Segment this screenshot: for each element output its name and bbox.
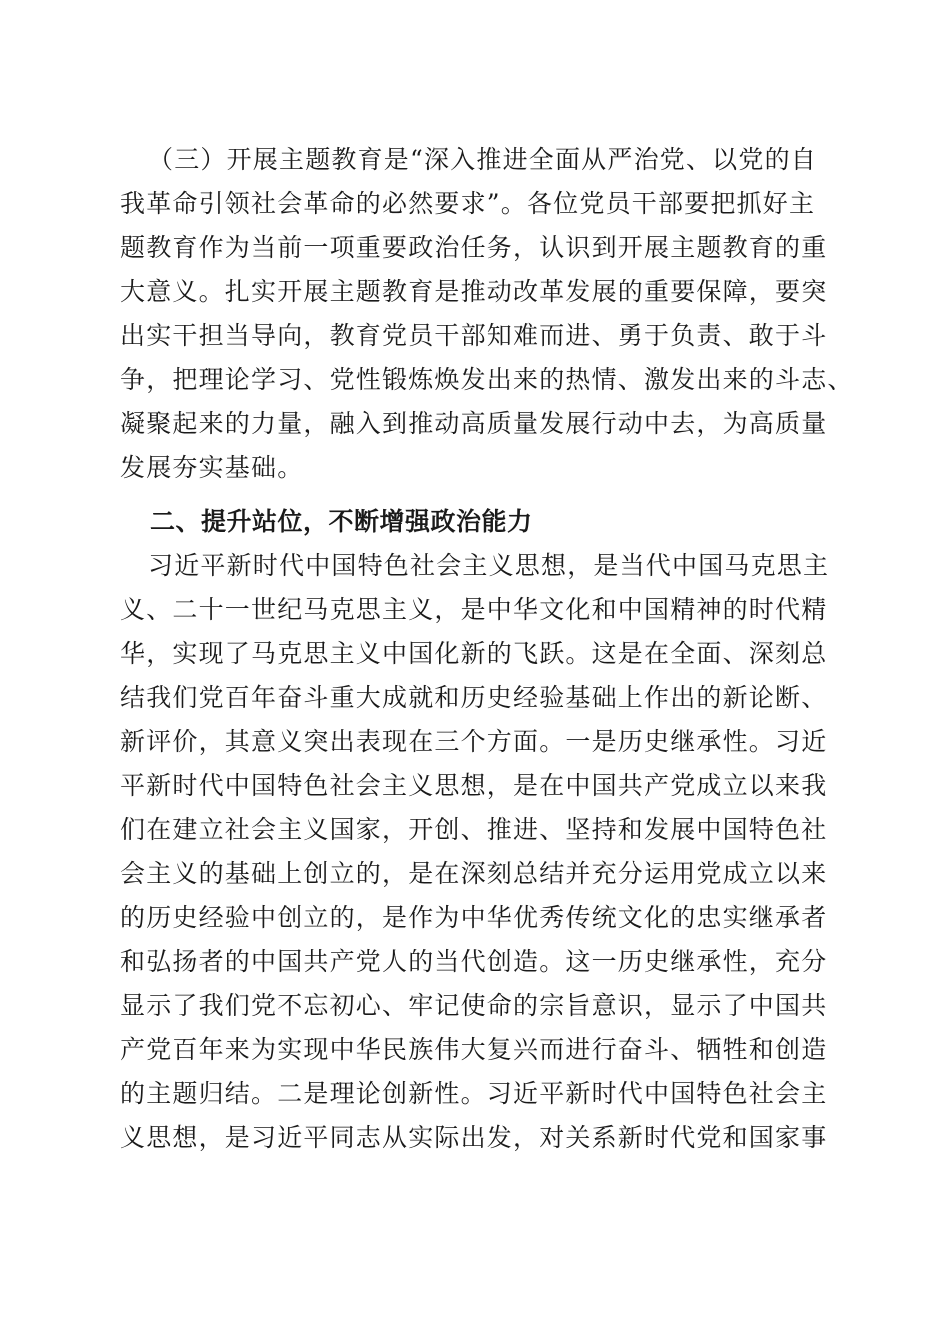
paragraph-line: 义、二十一世纪马克思主义，是中华文化和中国精神的时代精 — [120, 595, 828, 624]
paragraph-line: 平新时代中国特色社会主义思想，是在中国共产党成立以来我 — [120, 771, 828, 800]
paragraph-line: 的主题归结。二是理论创新性。习近平新时代中国特色社会主 — [120, 1079, 828, 1108]
paragraph-line: 发展夯实基础。 — [120, 453, 304, 482]
paragraph-line: （三）开展主题教育是“深入推进全面从严治党、以党的自 — [148, 145, 817, 174]
paragraph-line: 华，实现了马克思主义中国化新的飞跃。这是在全面、深刻总 — [120, 639, 828, 668]
paragraph-line: 习近平新时代中国特色社会主义思想，是当代中国马克思主 — [148, 551, 830, 580]
paragraph-line: 的历史经验中创立的，是作为中华优秀传统文化的忠实继承者 — [120, 903, 828, 932]
paragraph-line: 题教育作为当前一项重要政治任务，认识到开展主题教育的重 — [120, 233, 828, 262]
paragraph-line: 出实干担当导向，教育党员干部知难而进、勇于负责、敢于斗 — [120, 321, 828, 350]
paragraph-line: 结我们党百年奋斗重大成就和历史经验基础上作出的新论断、 — [120, 683, 828, 712]
paragraph-line: 凝聚起来的力量，融入到推动高质量发展行动中去，为高质量 — [120, 409, 828, 438]
paragraph-line: 会主义的基础上创立的，是在深刻总结并充分运用党成立以来 — [120, 859, 828, 888]
paragraph-line: 显示了我们党不忘初心、牢记使命的宗旨意识，显示了中国共 — [120, 991, 828, 1020]
section-heading: 二、提升站位，不断增强政治能力 — [150, 507, 533, 536]
paragraph-line: 义思想，是习近平同志从实际出发，对关系新时代党和国家事 — [120, 1123, 828, 1152]
paragraph-line: 新评价，其意义突出表现在三个方面。一是历史继承性。习近 — [120, 727, 828, 756]
paragraph-line: 我革命引领社会革命的必然要求”。各位党员干部要把抓好主 — [120, 189, 816, 218]
paragraph-line: 产党百年来为实现中华民族伟大复兴而进行奋斗、牺牲和创造 — [120, 1035, 828, 1064]
paragraph-line: 争，把理论学习、党性锻炼焕发出来的热情、激发出来的斗志、 — [120, 365, 854, 394]
paragraph-line: 们在建立社会主义国家，开创、推进、坚持和发展中国特色社 — [120, 815, 828, 844]
paragraph-line: 和弘扬者的中国共产党人的当代创造。这一历史继承性，充分 — [120, 947, 828, 976]
paragraph-line: 大意义。扎实开展主题教育是推动改革发展的重要保障，要突 — [120, 277, 828, 306]
